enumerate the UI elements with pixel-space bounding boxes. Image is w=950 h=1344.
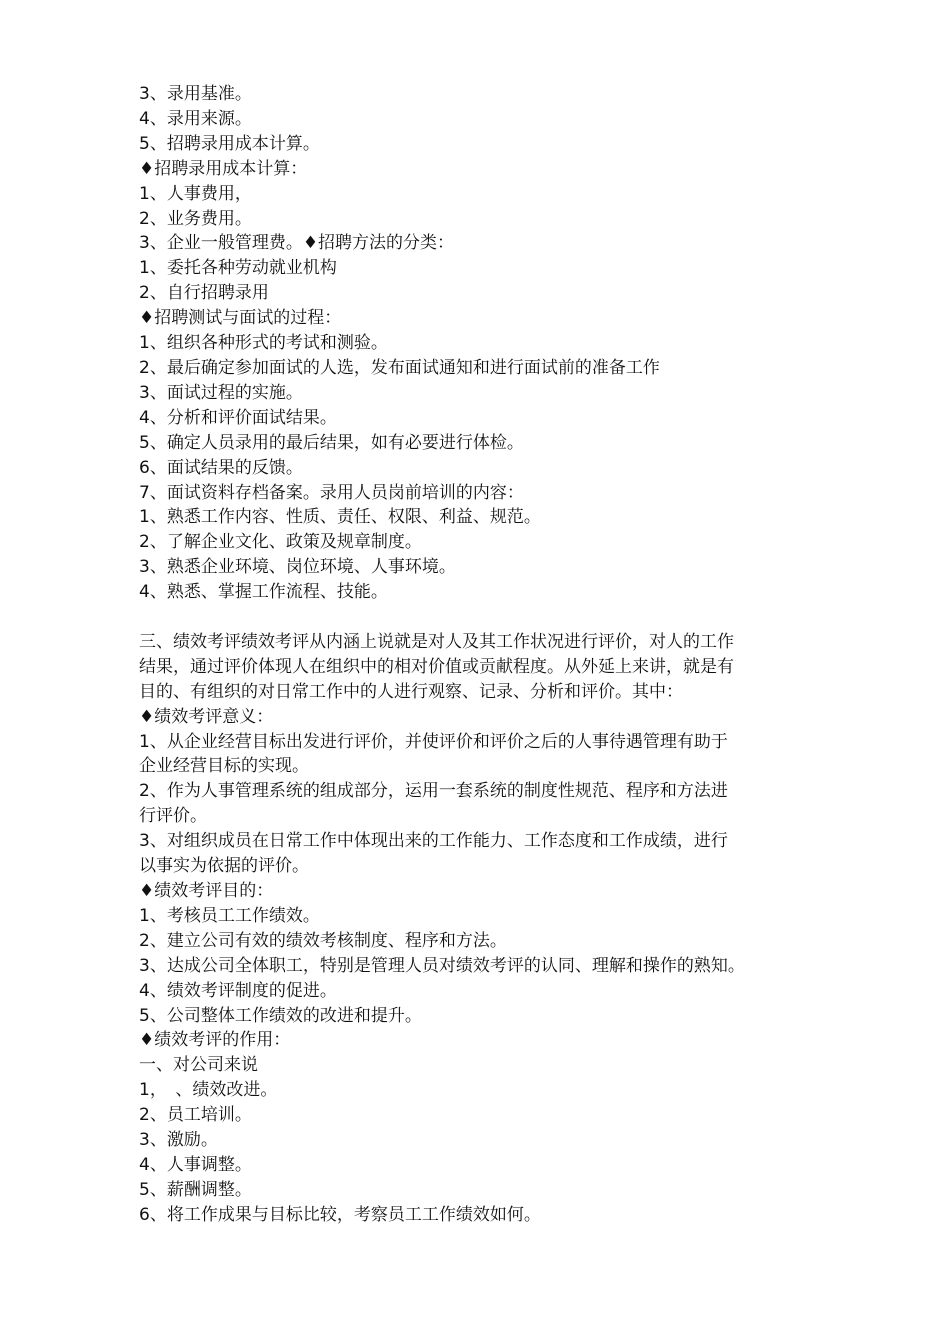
- text-line: 4、绩效考评制度的促进。: [139, 980, 337, 1001]
- text-line: 2、建立公司有效的绩效考核制度、程序和方法。: [139, 930, 507, 951]
- section-intro-line: 结果，通过评价体现人在组织中的相对价值或贡献程度。从外延上来讲，就是有: [139, 656, 734, 677]
- text-line: 2、自行招聘录用: [139, 283, 269, 304]
- text-line: 1， 、绩效改进。: [139, 1080, 278, 1101]
- text-line: 1、从企业经营目标出发进行评价，并使评价和评价之后的人事待遇管理有助于: [139, 731, 728, 752]
- text-line: 2、了解企业文化、政策及规章制度。: [139, 532, 422, 553]
- purpose-heading: ♦绩效考评目的：: [139, 880, 274, 901]
- text-line: 6、面试结果的反馈。: [139, 457, 303, 478]
- text-line: 5、公司整体工作绩效的改进和提升。: [139, 1005, 422, 1026]
- text-line: 1、组织各种形式的考试和测验。: [139, 333, 388, 354]
- text-line: 4、人事调整。: [139, 1154, 252, 1175]
- performance-appraisal-section: [139, 630, 829, 1228]
- text-line: 1、熟悉工作内容、性质、责任、权限、利益、规范。: [139, 507, 541, 528]
- section-intro-line: 三、绩效考评绩效考评从内涵上说就是对人及其工作状况进行评价，对人的工作: [139, 631, 734, 652]
- text-line: 5、薪酬调整。: [139, 1179, 252, 1200]
- text-line: 3、面试过程的实施。: [139, 382, 303, 403]
- paragraph-gap: [139, 605, 829, 630]
- text-line: 行评价。: [139, 806, 207, 827]
- text-line: 2、员工培训。: [139, 1105, 252, 1126]
- text-line: 3、录用基准。: [139, 84, 252, 104]
- text-line: 2、作为人事管理系统的组成部分，运用一套系统的制度性规范、程序和方法进: [139, 781, 728, 802]
- text-line: 3、熟悉企业环境、岗位环境、人事环境。: [139, 557, 456, 578]
- text-line: 1、人事费用，: [139, 183, 252, 204]
- text-line: 4、熟悉、掌握工作流程、技能。: [139, 582, 388, 603]
- text-line: 2、最后确定参加面试的人选，发布面试通知和进行面试前的准备工作: [139, 357, 660, 378]
- role-sub-heading: 一、对公司来说: [139, 1055, 258, 1076]
- text-line: 4、分析和评价面试结果。: [139, 407, 337, 428]
- text-line: 5、确定人员录用的最后结果，如有必要进行体检。: [139, 432, 524, 453]
- section-heading: ♦招聘录用成本计算：: [139, 158, 308, 179]
- text-line: 4、录用来源。: [139, 108, 252, 129]
- text-line: 3、达成公司全体职工，特别是管理人员对绩效考评的认同、理解和操作的熟知。: [139, 955, 745, 976]
- text-line: 企业经营目标的实现。: [139, 756, 309, 777]
- text-line: 6、将工作成果与目标比较，考察员工工作绩效如何。: [139, 1204, 541, 1225]
- text-line: 3、激励。: [139, 1130, 218, 1151]
- text-line: 1、委托各种劳动就业机构: [139, 258, 337, 279]
- role-heading: ♦绩效考评的作用：: [139, 1030, 291, 1051]
- section-heading: ♦招聘测试与面试的过程：: [139, 308, 342, 329]
- text-line: 5、招聘录用成本计算。: [139, 133, 320, 154]
- recruitment-section: [139, 82, 829, 605]
- significance-heading: ♦绩效考评意义：: [139, 706, 274, 727]
- text-line: 以事实为依据的评价。: [139, 856, 309, 877]
- text-line: 7、面试资料存档备案。录用人员岗前培训的内容：: [139, 482, 524, 503]
- text-line: 2、业务费用。: [139, 208, 252, 229]
- document-page: [139, 82, 829, 1228]
- text-line: 3、对组织成员在日常工作中体现出来的工作能力、工作态度和工作成绩，进行: [139, 831, 728, 852]
- text-line: 3、企业一般管理费。♦招聘方法的分类：: [139, 233, 455, 254]
- section-intro-line: 目的、有组织的对日常工作中的人进行观察、记录、分析和评价。其中：: [139, 681, 683, 702]
- text-line: 1、考核员工工作绩效。: [139, 905, 320, 926]
